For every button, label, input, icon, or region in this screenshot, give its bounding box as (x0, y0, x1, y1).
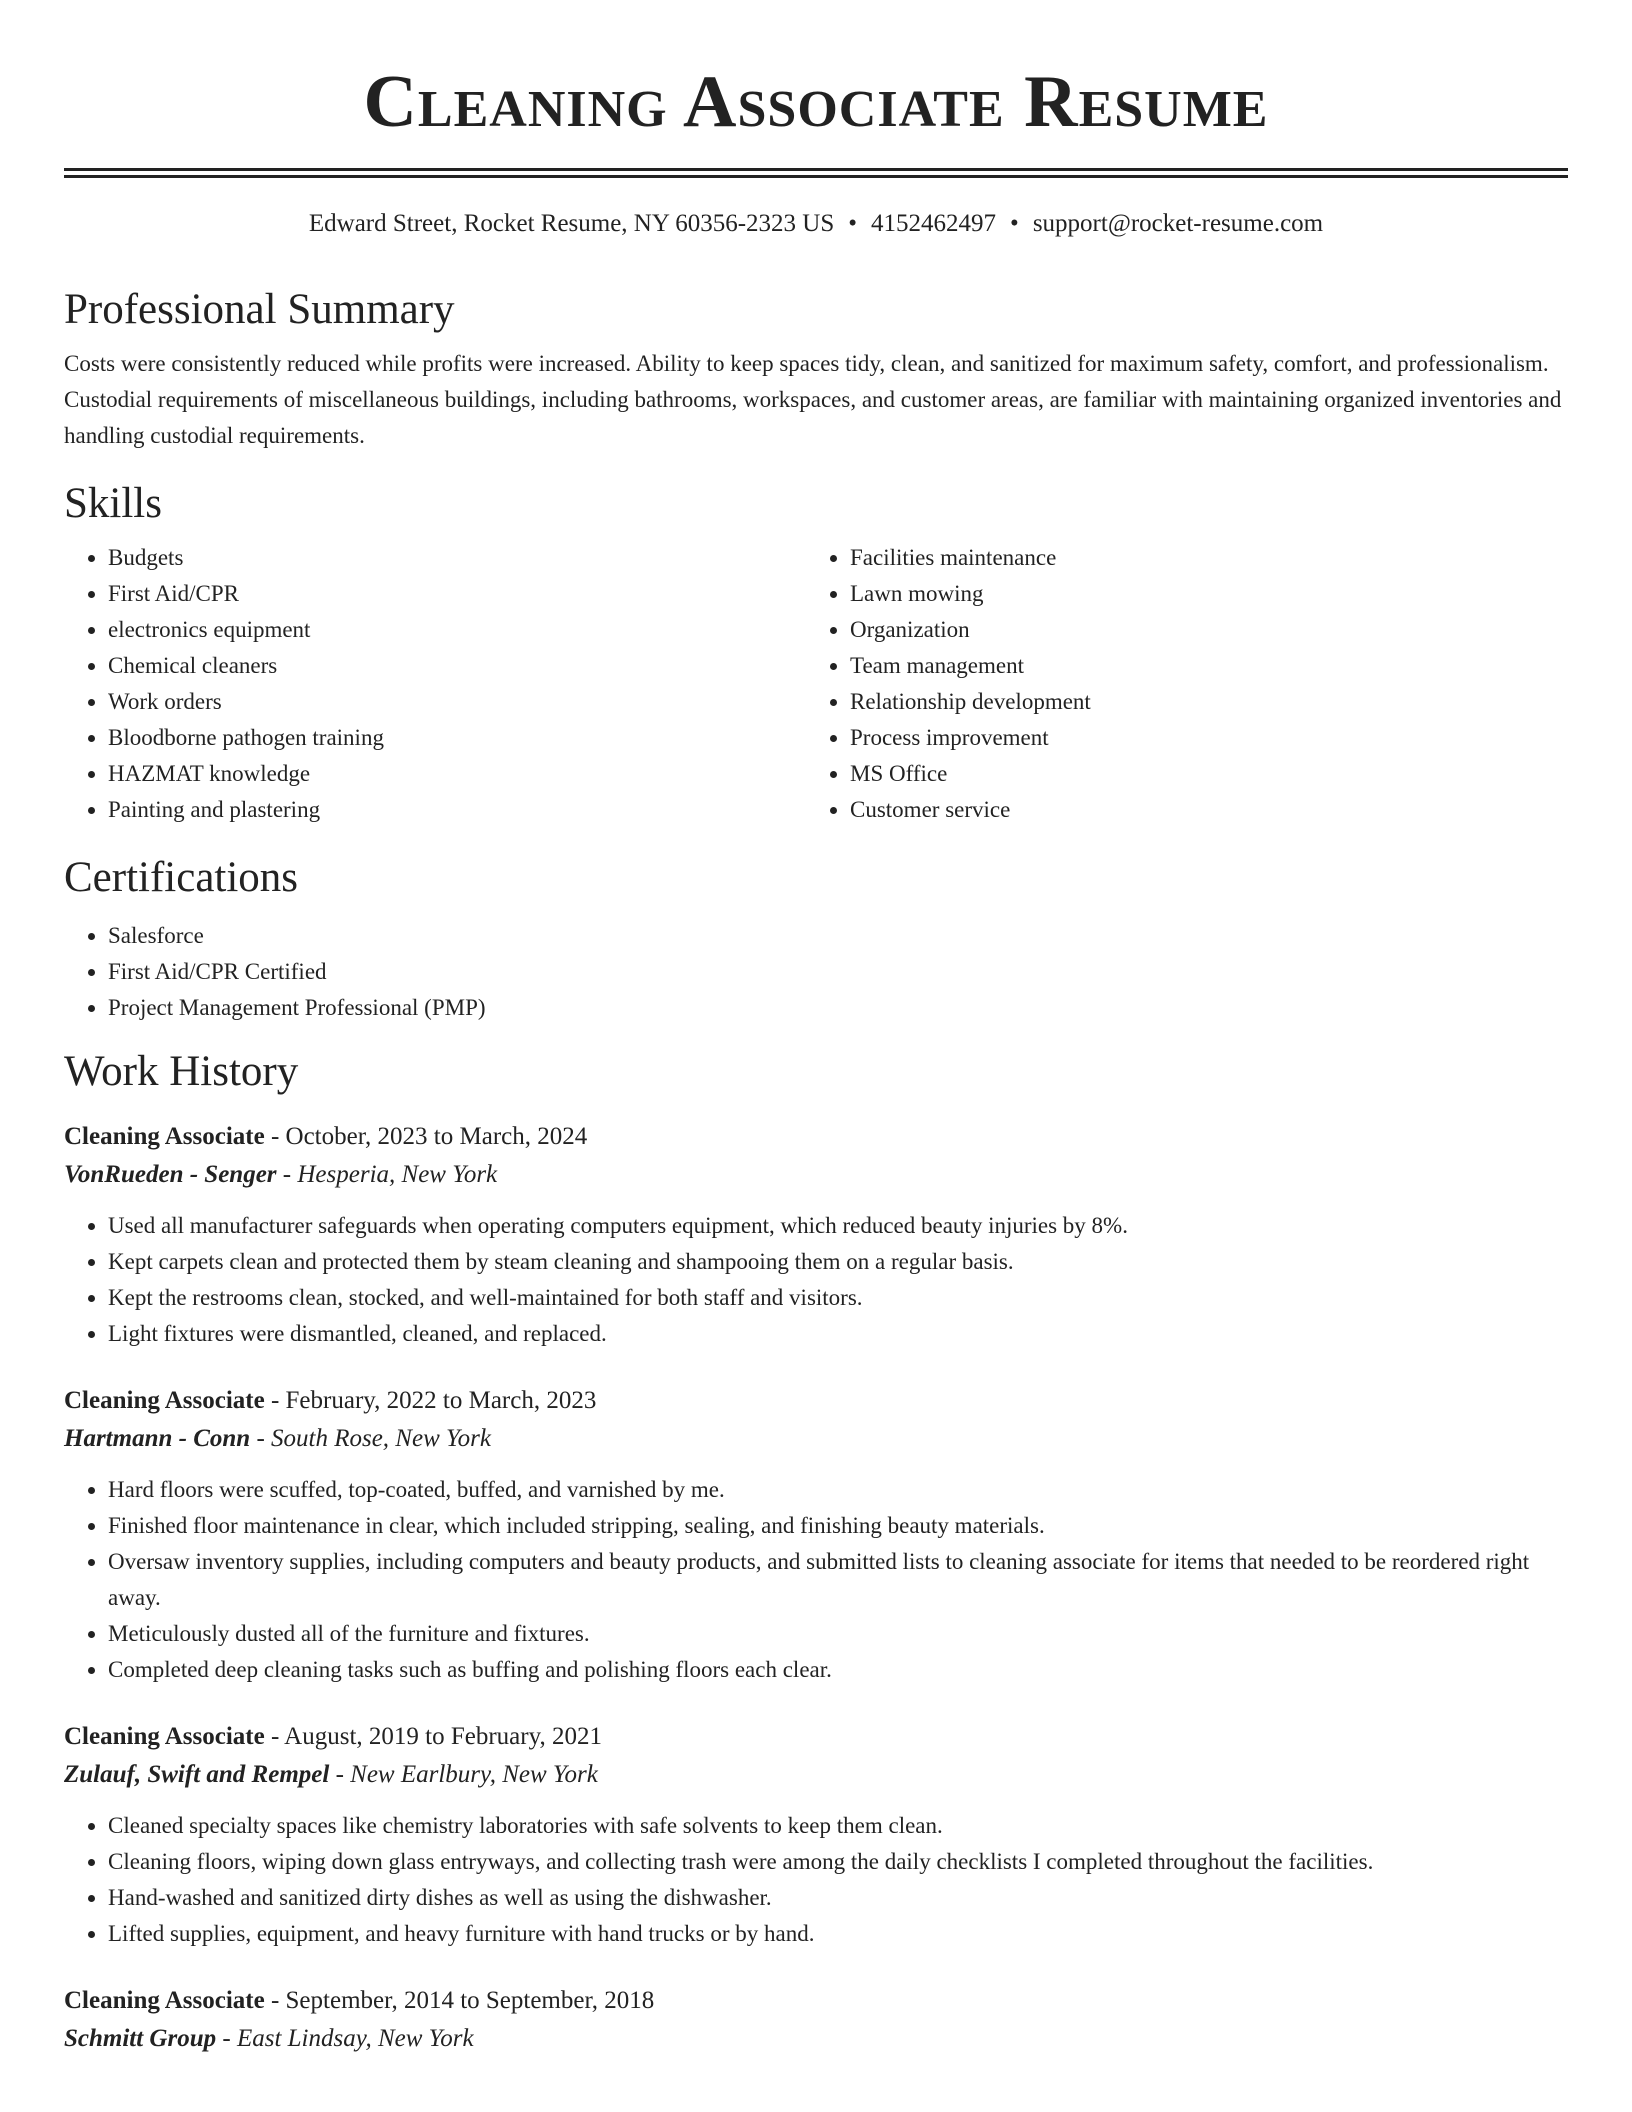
skill-item: • Painting and plastering (108, 792, 806, 828)
job-company-line (64, 1156, 1568, 1194)
job-title-line (64, 1718, 1568, 1756)
job-entry (64, 1718, 1568, 1952)
skills-column-right (806, 540, 1548, 828)
job-duty: • Light fixtures were dismantled, cleaned, and replaced. (108, 1316, 1568, 1352)
job-duty: • Hand-washed and sanitized dirty dishes as well as using the dishwasher. (108, 1880, 1568, 1916)
job-duties-list (64, 1472, 1568, 1688)
job-dash: - (276, 1161, 298, 1188)
job-company: Hartmann - Conn (64, 1425, 251, 1452)
skill-item: • Process improvement (850, 720, 1548, 756)
contact-line (64, 208, 1568, 240)
certification-item: • First Aid/CPR Certified (108, 954, 1568, 990)
job-entry (64, 1382, 1568, 1688)
job-dash: - (264, 1387, 286, 1414)
job-entry (64, 1982, 1568, 2058)
job-duty: • Meticulously dusted all of the furniture and fixtures. (108, 1616, 1568, 1652)
resume-title: Cleaning Associate Resume (363, 61, 1269, 143)
skills-grid (64, 540, 1568, 828)
certifications-list (64, 918, 1568, 1026)
skill-item: • Relationship development (850, 684, 1548, 720)
job-title: Cleaning Associate (64, 1123, 265, 1150)
skill-item: • HAZMAT knowledge (108, 756, 806, 792)
job-duties-list (64, 1808, 1568, 1952)
contact-separator: • (848, 210, 858, 237)
job-dash: - (329, 1761, 351, 1788)
skills-list-left (64, 540, 806, 828)
work-history-heading: Work History (64, 1048, 299, 1095)
skill-item: • Facilities maintenance (850, 540, 1548, 576)
job-title-line (64, 1118, 1568, 1156)
job-duty: • Kept carpets clean and protected them by steam cleaning and shampooing them on a regular basis. (108, 1244, 1568, 1280)
job-title: Cleaning Associate (64, 1987, 265, 2014)
job-company-line (64, 1420, 1568, 1458)
job-title: Cleaning Associate (64, 1723, 265, 1750)
job-duties-list (64, 1208, 1568, 1352)
job-location: New Earlbury, New York (350, 1761, 598, 1788)
professional-summary-text: Costs were consistently reduced while profits were increased. Ability to keep spaces tidy, clean, and sanitized for maximum safety, comfort, and professionalism. Custodial requirements of miscellaneous buildings, including bathrooms, workspaces, and customer areas, are familiar with maintaining organized inventories and handling custodial requirements. (64, 351, 1562, 448)
job-duty: • Used all manufacturer safeguards when operating computers equipment, which reduced beauty injuries by 8%. (108, 1208, 1568, 1244)
job-duty: • Hard floors were scuffed, top-coated, buffed, and varnished by me. (108, 1472, 1568, 1508)
certification-item: • Salesforce (108, 918, 1568, 954)
contact-address: Edward Street, Rocket Resume, NY 60356-2323 US (308, 210, 835, 237)
skill-item: • Work orders (108, 684, 806, 720)
job-dash: - (264, 1123, 286, 1150)
job-dates: February, 2022 to March, 2023 (285, 1387, 597, 1414)
job-title: Cleaning Associate (64, 1387, 265, 1414)
skill-item: • Customer service (850, 792, 1548, 828)
contact-phone: 4152462497 (871, 210, 997, 237)
job-company: Schmitt Group (64, 2025, 217, 2052)
job-dates: September, 2014 to September, 2018 (285, 1987, 655, 2014)
title-double-rule (64, 168, 1568, 178)
job-location: East Lindsay, New York (236, 2025, 474, 2052)
job-location: South Rose, New York (271, 1425, 491, 1452)
job-duty: • Oversaw inventory supplies, including computers and beauty products, and submitted lists to cleaning associate for items that needed to be reordered right away. (108, 1544, 1568, 1616)
job-company: VonRueden - Senger (64, 1161, 277, 1188)
skill-item: • Lawn mowing (850, 576, 1548, 612)
job-dash: - (216, 2025, 237, 2052)
skill-item: • electronics equipment (108, 612, 806, 648)
job-duty: • Kept the restrooms clean, stocked, and well-maintained for both staff and visitors. (108, 1280, 1568, 1316)
job-title-line (64, 1382, 1568, 1420)
job-location: Hesperia, New York (297, 1161, 498, 1188)
certification-item: • Project Management Professional (PMP) (108, 990, 1568, 1026)
job-title-line (64, 1982, 1568, 2020)
professional-summary-heading: Professional Summary (64, 286, 455, 333)
job-duty: • Finished floor maintenance in clear, which included stripping, sealing, and finishing beauty materials. (108, 1508, 1568, 1544)
job-duty: • Cleaning floors, wiping down glass entryways, and collecting trash were among the daily checklists I completed throughout the facilities. (108, 1844, 1568, 1880)
job-dash: - (250, 1425, 272, 1452)
skills-column-left (64, 540, 806, 828)
job-company-line (64, 1756, 1568, 1794)
job-company: Zulauf, Swift and Rempel (64, 1761, 330, 1788)
skill-item: • Organization (850, 612, 1548, 648)
certifications-heading: Certifications (64, 854, 299, 901)
skill-item: • First Aid/CPR (108, 576, 806, 612)
skill-item: • Chemical cleaners (108, 648, 806, 684)
skill-item: • Budgets (108, 540, 806, 576)
job-duty: • Completed deep cleaning tasks such as buffing and polishing floors each clear. (108, 1652, 1568, 1688)
job-dates: August, 2019 to February, 2021 (284, 1723, 602, 1750)
resume-page (64, 0, 1568, 2058)
skills-list-right (806, 540, 1548, 828)
job-entry (64, 1118, 1568, 1352)
job-dash: - (264, 1987, 286, 2014)
job-dates: October, 2023 to March, 2024 (285, 1123, 588, 1150)
skill-item: • Team management (850, 648, 1548, 684)
skill-item: • Bloodborne pathogen training (108, 720, 806, 756)
job-dash: - (264, 1723, 285, 1750)
skill-item: • MS Office (850, 756, 1548, 792)
skills-heading: Skills (64, 480, 162, 527)
contact-email: support@rocket-resume.com (1032, 210, 1324, 237)
contact-separator: • (1010, 210, 1019, 237)
job-duty: • Cleaned specialty spaces like chemistry laboratories with safe solvents to keep them clean. (108, 1808, 1568, 1844)
job-duty: • Lifted supplies, equipment, and heavy furniture with hand trucks or by hand. (108, 1916, 1568, 1952)
job-company-line (64, 2020, 1568, 2058)
